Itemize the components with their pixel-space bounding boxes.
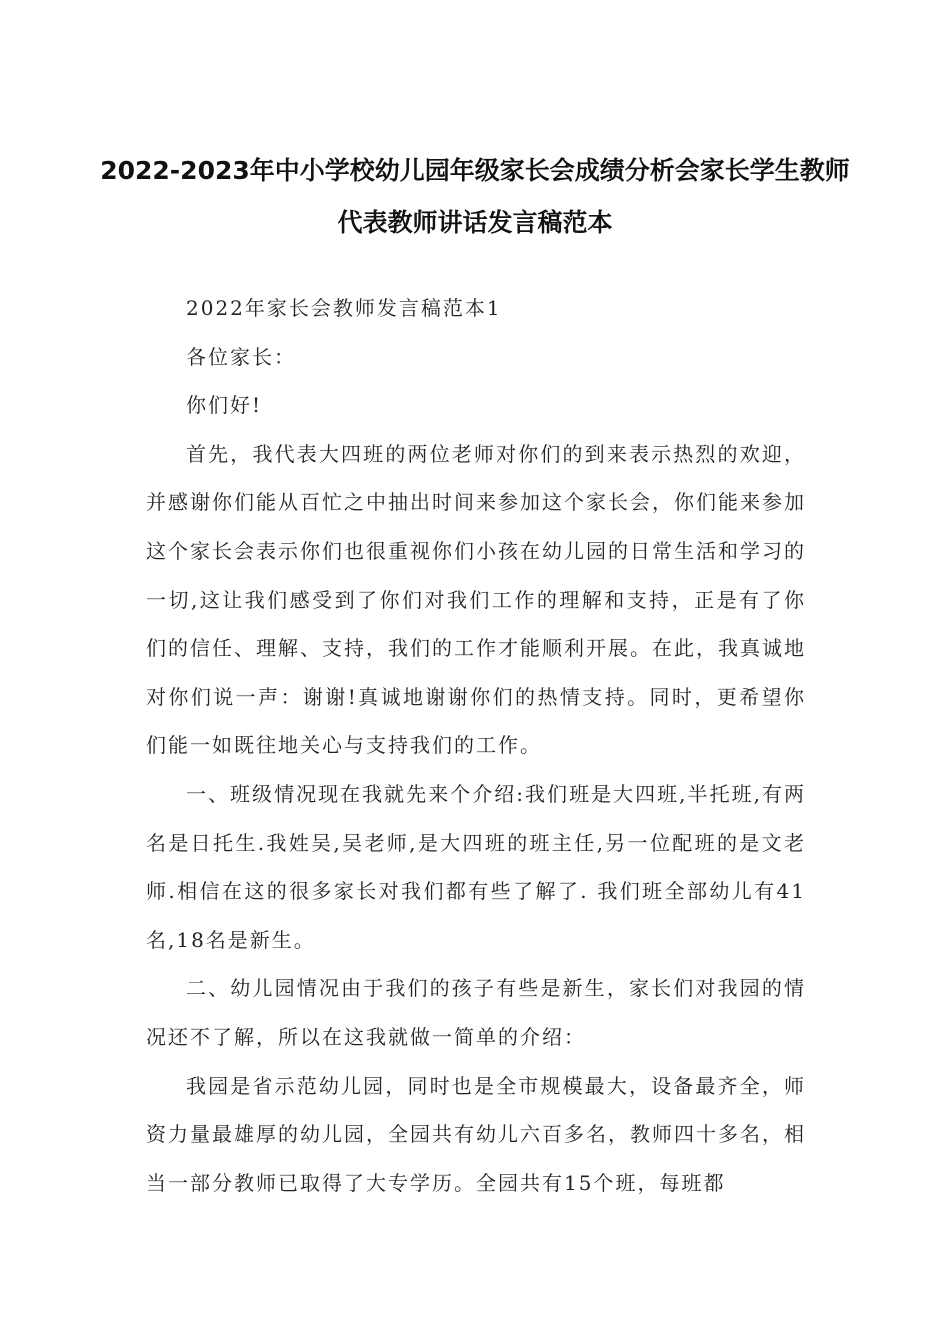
title-line-2: 代表教师讲话发言稿范本 (337, 207, 613, 237)
paragraph-welcome: 首先，我代表大四班的两位老师对你们的到来表示热烈的欢迎，并感谢你们能从百忙之中抽出时间来参加这个家长会，你们能来参加这个家长会表示你们也很重视你们小孩在幼儿园的日常生活和学习的一切,这让我们感受到了你们对我们工作的理解和支持，正是有了你们的信任、理解、支持，我们的工作才能顺利开展。在此，我真诚地对你们说一声：谢谢!真诚地谢谢你们的热情支持。同时，更希望你们能一如既往地关心与支持我们的工作。 (146, 441, 806, 758)
document-body (146, 284, 806, 1207)
paragraph-class-info: 一、班级情况现在我就先来个介绍:我们班是大四班,半托班,有两名是日托生.我姓吴,吴老师,是大四班的班主任,另一位配班的是文老师.相信在这的很多家长对我们都有些了解了. 我们班全部幼儿有41名,18名是新生。 (146, 781, 806, 952)
speech-heading: 2022年家长会教师发言稿范本1 (186, 296, 502, 320)
title-line-1: 2022-2023年中小学校幼儿园年级家长会成绩分析会家长学生教师 (100, 155, 850, 185)
paragraph-kindergarten-details: 我园是省示范幼儿园，同时也是全市规模最大，设备最齐全，师资力量最雄厚的幼儿园，全园共有幼儿六百多名，教师四十多名，相当一部分教师已取得了大专学历。全园共有15个班，每班都 (146, 1073, 806, 1195)
salutation: 各位家长： (186, 344, 296, 369)
paragraph-kindergarten-intro: 二、幼儿园情况由于我们的孩子有些是新生，家长们对我园的情况还不了解，所以在这我就做一简单的介绍： (146, 976, 806, 1049)
document-title (0, 145, 950, 249)
greeting: 你们好! (186, 393, 263, 418)
